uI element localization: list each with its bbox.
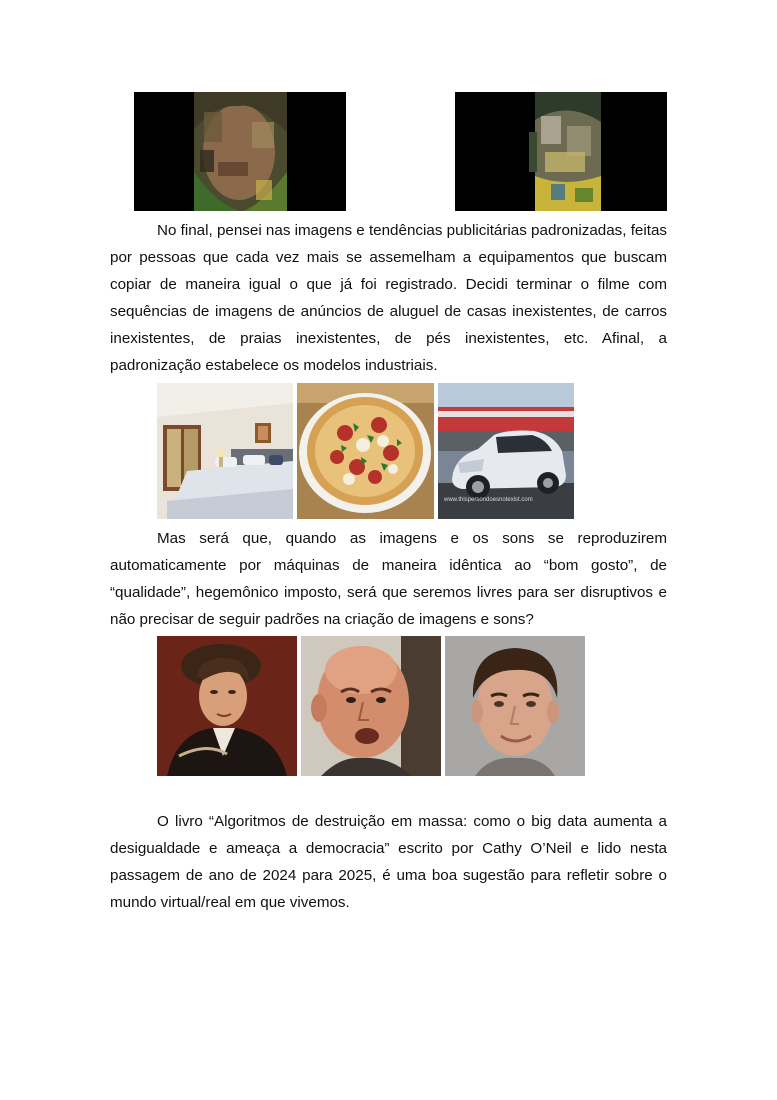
paragraph-standardized-images: No final, pensei nas imagens e tendências publicitárias padronizadas, feitas por pessoas que cada vez mais se assemelham a equipamentos que buscam copiar de maneira igual o que já foi registrado. Decidi terminar o filme com sequências de imagens de anúncios de aluguel de casas inexistentes, de carros inexistentes, de praias inexistentes, de pés inexistentes, etc. Afinal, a padronização estabelece os modelos industriais.	[110, 222, 667, 374]
portrait-woman-painting	[157, 636, 297, 776]
portrait-young-man	[445, 636, 585, 776]
bedroom-photo	[157, 383, 293, 519]
paragraph-automatic-reproduction: Mas será que, quando as imagens e os sons se reproduzirem automaticamente por máquinas de maneira idêntica ao “bom gosto”, de “qualidade”, hegemônico imposto, será que seremos livres para ser disruptivos e não precisar de seguir padrões na criação de imagens e sons?	[110, 530, 667, 628]
portrait-bald-man	[301, 636, 441, 776]
pizza-photo	[297, 383, 434, 519]
car-watermark-text: www.thispersondoesnotexist.com	[444, 497, 533, 503]
distorted-face-frame-left	[134, 92, 346, 211]
car-photo	[438, 383, 574, 519]
paragraph-book-recommendation: O livro “Algoritmos de destruição em massa: como o big data aumenta a desigualdade e ameaça a democracia” escrito por Cathy O’Neil e lido nesta passagem de ano de 2024 para 2025, é uma boa sugestão para refletir sobre o mundo virtual/real em que vivemos.	[110, 813, 667, 911]
distorted-face-frame-right	[455, 92, 667, 211]
